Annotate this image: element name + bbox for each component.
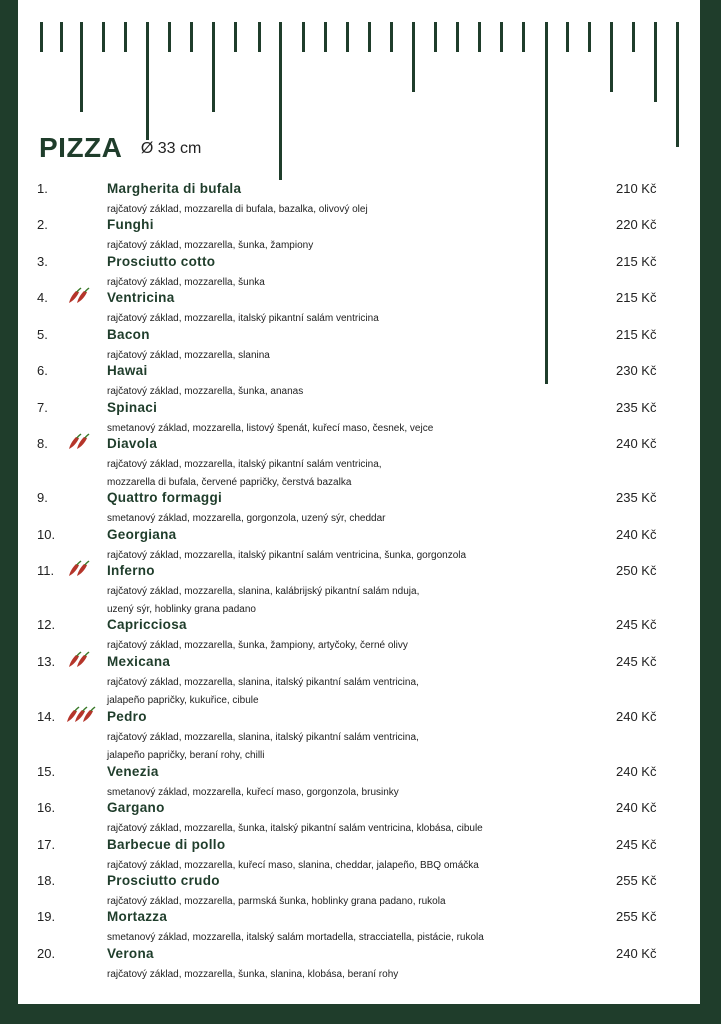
chili-icon	[66, 433, 96, 451]
drip-line	[80, 22, 83, 112]
item-description-line: rajčatový základ, mozzarella, šunka, žampiony, artyčoky, černé olivy	[107, 640, 408, 651]
item-price: 240 Kč	[616, 946, 657, 961]
item-description-line: rajčatový základ, mozzarella, šunka, slanina, klobása, beraní rohy	[107, 969, 399, 980]
item-description	[107, 510, 385, 528]
chili-icon	[66, 706, 96, 724]
item-description	[107, 929, 484, 947]
item-number: 12.	[37, 617, 56, 632]
item-price: 245 Kč	[616, 617, 657, 632]
chili-icon	[66, 287, 96, 305]
drip-line	[588, 22, 591, 52]
drip-line	[234, 22, 237, 52]
item-price: 210 Kč	[616, 181, 657, 196]
item-price: 240 Kč	[616, 527, 657, 542]
item-description	[107, 820, 483, 838]
item-name: Prosciutto cotto	[107, 254, 216, 269]
item-description	[107, 637, 408, 655]
pizza-size: Ø 33 cm	[140, 140, 202, 157]
item-description-line: uzený sýr, hoblinky grana padano	[107, 604, 256, 615]
item-name: Inferno	[107, 563, 155, 578]
chili-icon	[66, 560, 96, 578]
decorative-drips	[18, 0, 700, 200]
item-number: 5.	[37, 327, 48, 342]
item-price: 240 Kč	[616, 436, 657, 451]
item-name: Mexicana	[107, 654, 171, 669]
menu-page	[18, 0, 700, 1004]
menu-title: PIZZA	[39, 132, 123, 163]
drip-line	[478, 22, 481, 52]
item-name: Diavola	[107, 436, 158, 451]
drip-line	[566, 22, 569, 52]
item-name: Ventricina	[107, 290, 175, 305]
item-number: 4.	[37, 290, 48, 305]
item-name: Spinaci	[107, 400, 158, 415]
item-description	[107, 674, 419, 710]
item-price: 255 Kč	[616, 909, 657, 924]
drip-line	[279, 22, 282, 180]
item-number: 11.	[37, 563, 55, 578]
item-number: 2.	[37, 217, 48, 232]
item-description-line: rajčatový základ, mozzarella, šunka, ananas	[107, 386, 304, 397]
item-price: 240 Kč	[616, 800, 657, 815]
drip-line	[434, 22, 437, 52]
item-description-line: rajčatový základ, mozzarella, italský pikantní salám ventricina, šunka, gorgonzola	[107, 550, 467, 561]
item-description-line: rajčatový základ, mozzarella, italský pikantní salám ventricina,	[107, 459, 382, 470]
item-number: 16.	[37, 800, 56, 815]
item-description-line: jalapeño papričky, kukuřice, cibule	[107, 695, 259, 706]
drip-line	[654, 22, 657, 102]
item-price: 245 Kč	[616, 837, 657, 852]
item-description	[107, 237, 313, 255]
drip-line	[368, 22, 371, 52]
item-description	[107, 966, 398, 984]
item-description-line: rajčatový základ, mozzarella, slanina, italský pikantní salám ventricina,	[107, 677, 419, 688]
item-number: 10.	[37, 527, 56, 542]
item-name: Venezia	[107, 764, 159, 779]
item-description-line: jalapeño papričky, beraní rohy, chilli	[107, 750, 265, 761]
item-name: Georgiana	[107, 527, 177, 542]
item-description-line: rajčatový základ, mozzarella, kuřecí maso, slanina, cheddar, jalapeño, BBQ omáčka	[107, 860, 479, 871]
item-number: 9.	[37, 490, 48, 505]
item-price: 235 Kč	[616, 490, 657, 505]
item-description	[107, 456, 382, 492]
item-price: 250 Kč	[616, 563, 657, 578]
item-price: 240 Kč	[616, 764, 657, 779]
item-description-line: rajčatový základ, mozzarella, italský pikantní salám ventricina	[107, 313, 379, 324]
item-description-line: rajčatový základ, mozzarella, šunka	[107, 277, 265, 288]
drip-line	[190, 22, 193, 52]
drip-line	[212, 22, 215, 112]
drip-line	[60, 22, 63, 52]
drip-line	[102, 22, 105, 52]
drip-line	[346, 22, 349, 52]
item-price: 235 Kč	[616, 400, 657, 415]
item-description	[107, 310, 379, 328]
item-number: 20.	[37, 946, 56, 961]
item-description	[107, 583, 419, 619]
chili-icon	[66, 651, 96, 669]
item-price: 240 Kč	[616, 709, 657, 724]
item-description-line: smetanový základ, mozzarella, italský salám mortadella, stracciatella, pistácie, rukola	[107, 932, 484, 943]
item-number: 14.	[37, 709, 56, 724]
drip-line	[412, 22, 415, 92]
drip-line	[40, 22, 43, 52]
item-description-line: rajčatový základ, mozzarella, slanina	[107, 350, 270, 361]
item-name: Hawai	[107, 363, 148, 378]
item-number: 8.	[37, 436, 48, 451]
item-description-line: rajčatový základ, mozzarella, slanina, italský pikantní salám ventricina,	[107, 732, 419, 743]
item-description	[107, 729, 419, 765]
item-name: Verona	[107, 946, 154, 961]
item-name: Quattro formaggi	[107, 490, 223, 505]
item-description-line: mozzarella di bufala, červené papričky, čerstvá bazalka	[107, 477, 352, 488]
item-description-line: rajčatový základ, mozzarella, slanina, kalábrijský pikantní salám nduja,	[107, 586, 420, 597]
item-description-line: rajčatový základ, mozzarella, šunka, žampiony	[107, 240, 314, 251]
drip-line	[545, 22, 548, 384]
item-price: 215 Kč	[616, 290, 657, 305]
item-name: Bacon	[107, 327, 150, 342]
item-name: Capricciosa	[107, 617, 187, 632]
item-description	[107, 547, 466, 565]
item-description-line: rajčatový základ, mozzarella di bufala, bazalka, olivový olej	[107, 204, 368, 215]
item-description-line: smetanový základ, mozzarella, kuřecí maso, gorgonzola, brusinky	[107, 787, 399, 798]
drip-line	[456, 22, 459, 52]
item-number: 3.	[37, 254, 48, 269]
drip-line	[390, 22, 393, 52]
item-price: 215 Kč	[616, 254, 657, 269]
drip-line	[610, 22, 613, 92]
drip-line	[500, 22, 503, 52]
menu-header	[39, 132, 201, 164]
item-price: 255 Kč	[616, 873, 657, 888]
drip-line	[324, 22, 327, 52]
item-description-line: rajčatový základ, mozzarella, parmská šunka, hoblinky grana padano, rukola	[107, 896, 446, 907]
drip-line	[258, 22, 261, 52]
drip-line	[522, 22, 525, 52]
item-description	[107, 383, 303, 401]
drip-line	[632, 22, 635, 52]
item-price: 245 Kč	[616, 654, 657, 669]
drip-line	[124, 22, 127, 52]
item-number: 13.	[37, 654, 56, 669]
item-number: 7.	[37, 400, 48, 415]
item-name: Funghi	[107, 217, 154, 232]
item-description-line: smetanový základ, mozzarella, gorgonzola, uzený sýr, cheddar	[107, 513, 386, 524]
item-description-line: rajčatový základ, mozzarella, šunka, italský pikantní salám ventricina, klobása, cibule	[107, 823, 483, 834]
item-name: Barbecue di pollo	[107, 837, 226, 852]
item-number: 18.	[37, 873, 56, 888]
drip-line	[168, 22, 171, 52]
drip-line	[676, 22, 679, 147]
item-number: 17.	[37, 837, 56, 852]
drip-line	[302, 22, 305, 52]
item-number: 1.	[37, 181, 48, 196]
item-name: Prosciutto crudo	[107, 873, 220, 888]
item-name: Margherita di bufala	[107, 181, 242, 196]
item-number: 6.	[37, 363, 48, 378]
item-name: Pedro	[107, 709, 147, 724]
item-price: 230 Kč	[616, 363, 657, 378]
item-number: 15.	[37, 764, 56, 779]
drip-line	[146, 22, 149, 140]
item-description-line: smetanový základ, mozzarella, listový špenát, kuřecí maso, česnek, vejce	[107, 423, 434, 434]
item-price: 220 Kč	[616, 217, 657, 232]
item-name: Mortazza	[107, 909, 168, 924]
item-price: 215 Kč	[616, 327, 657, 342]
item-number: 19.	[37, 909, 56, 924]
item-name: Gargano	[107, 800, 165, 815]
